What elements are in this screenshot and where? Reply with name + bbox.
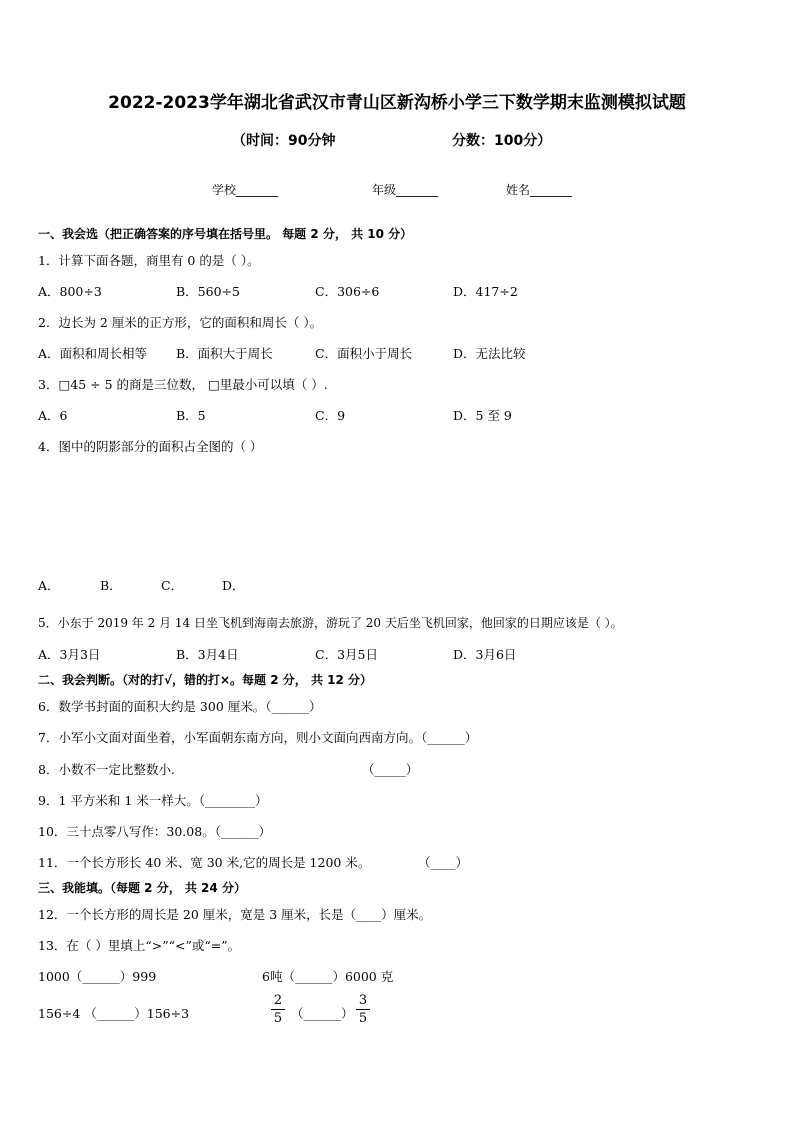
q1-option-c: C．306÷6 xyxy=(315,284,380,299)
q3-option-b: B．5 xyxy=(176,408,206,423)
q5-option-d: D．3月6日 xyxy=(453,647,517,662)
fraction-denominator: 5 xyxy=(358,1011,368,1026)
q13-compare-4-blank: （______） xyxy=(291,1006,354,1021)
question-6: 6．数学书封面的面积大约是 300 厘米。（______） xyxy=(38,699,322,714)
q2-option-d: D．无法比较 xyxy=(453,346,526,361)
q11-answer-blank: （____） xyxy=(418,855,469,870)
q5-option-a: A．3月3日 xyxy=(38,647,101,662)
question-3: 3．□45 ÷ 5 的商是三位数， □里最小可以填（ ）. xyxy=(38,377,328,392)
q5-option-b: B．3月4日 xyxy=(176,647,239,662)
q2-option-a: A．面积和周长相等 xyxy=(38,346,148,361)
fraction-numerator: 2 xyxy=(273,993,283,1008)
fraction-denominator: 5 xyxy=(273,1011,283,1026)
q4-option-c: C． xyxy=(161,578,184,593)
section-1-heading: 一、我会选（把正确答案的序号填在括号里。 每题 2 分， 共 10 分） xyxy=(38,227,413,241)
q13-compare-3: 156÷4 （______）156÷3 xyxy=(38,1006,190,1021)
q8-answer-blank: （_____） xyxy=(362,762,419,777)
school-field: 学校_______ xyxy=(212,183,279,197)
q2-option-c: C．面积小于周长 xyxy=(315,346,413,361)
question-12: 12．一个长方形的周长是 20 厘米，宽是 3 厘米，长是（____）厘米。 xyxy=(38,907,432,922)
section-3-heading: 三、我能填。（每题 2 分， 共 24 分） xyxy=(38,881,246,895)
q4-option-b: B． xyxy=(100,578,122,593)
exam-score: 分数：100分） xyxy=(452,133,552,149)
fraction-two-fifths xyxy=(271,993,285,1026)
question-8: 8．小数不一定比整数小. xyxy=(38,762,175,777)
q4-option-d: D． xyxy=(222,578,245,593)
fraction-three-fifths xyxy=(356,993,370,1026)
page-title: 2022-2023学年湖北省武汉市青山区新沟桥小学三下数学期末监测模拟试题 xyxy=(108,93,686,113)
q13-compare-2: 6吨（______）6000 克 xyxy=(262,969,394,984)
q3-option-a: A．6 xyxy=(38,408,68,423)
question-9: 9．1 平方米和 1 米一样大。（________） xyxy=(38,793,268,808)
q3-option-d: D．5 至 9 xyxy=(453,408,512,423)
q1-option-a: A．800÷3 xyxy=(38,284,102,299)
q2-option-b: B．面积大于周长 xyxy=(176,346,273,361)
fraction-numerator: 3 xyxy=(358,993,368,1008)
fraction-bar xyxy=(356,1009,370,1010)
question-5: 5．小东于 2019 年 2 月 14 日坐飞机到海南去旅游，游玩了 20 天后坐飞机回家，他回家的日期应该是（ ）。 xyxy=(38,616,623,630)
name-field: 姓名_______ xyxy=(506,183,573,197)
fraction-bar xyxy=(271,1009,285,1010)
question-10: 10．三十点零八写作：30.08。（______） xyxy=(38,824,271,839)
question-13: 13．在（ ）里填上“>”“<”或“=”。 xyxy=(38,938,241,953)
q4-option-a: A． xyxy=(38,578,60,593)
q1-option-b: B．560÷5 xyxy=(176,284,240,299)
question-7: 7．小军小文面对面坐着，小军面朝东南方向，则小文面向西南方向。（______） xyxy=(38,730,478,745)
question-2: 2．边长为 2 厘米的正方形，它的面积和周长（ ）。 xyxy=(38,315,323,330)
q3-option-c: C．9 xyxy=(315,408,346,423)
question-11: 11．一个长方形长 40 米、宽 30 米,它的周长是 1200 米。 xyxy=(38,855,371,870)
question-1: 1．计算下面各题，商里有 0 的是（ ）。 xyxy=(38,253,260,268)
q5-option-c: C．3月5日 xyxy=(315,647,378,662)
q1-option-d: D．417÷2 xyxy=(453,284,518,299)
section-2-heading: 二、我会判断。（对的打√，错的打×。每题 2 分， 共 12 分） xyxy=(38,673,372,687)
q13-compare-1: 1000（______）999 xyxy=(38,969,157,984)
question-4: 4．图中的阴影部分的面积占全图的（ ） xyxy=(38,439,263,454)
exam-time: （时间：90分钟 xyxy=(232,133,336,149)
grade-field: 年级_______ xyxy=(372,183,439,197)
